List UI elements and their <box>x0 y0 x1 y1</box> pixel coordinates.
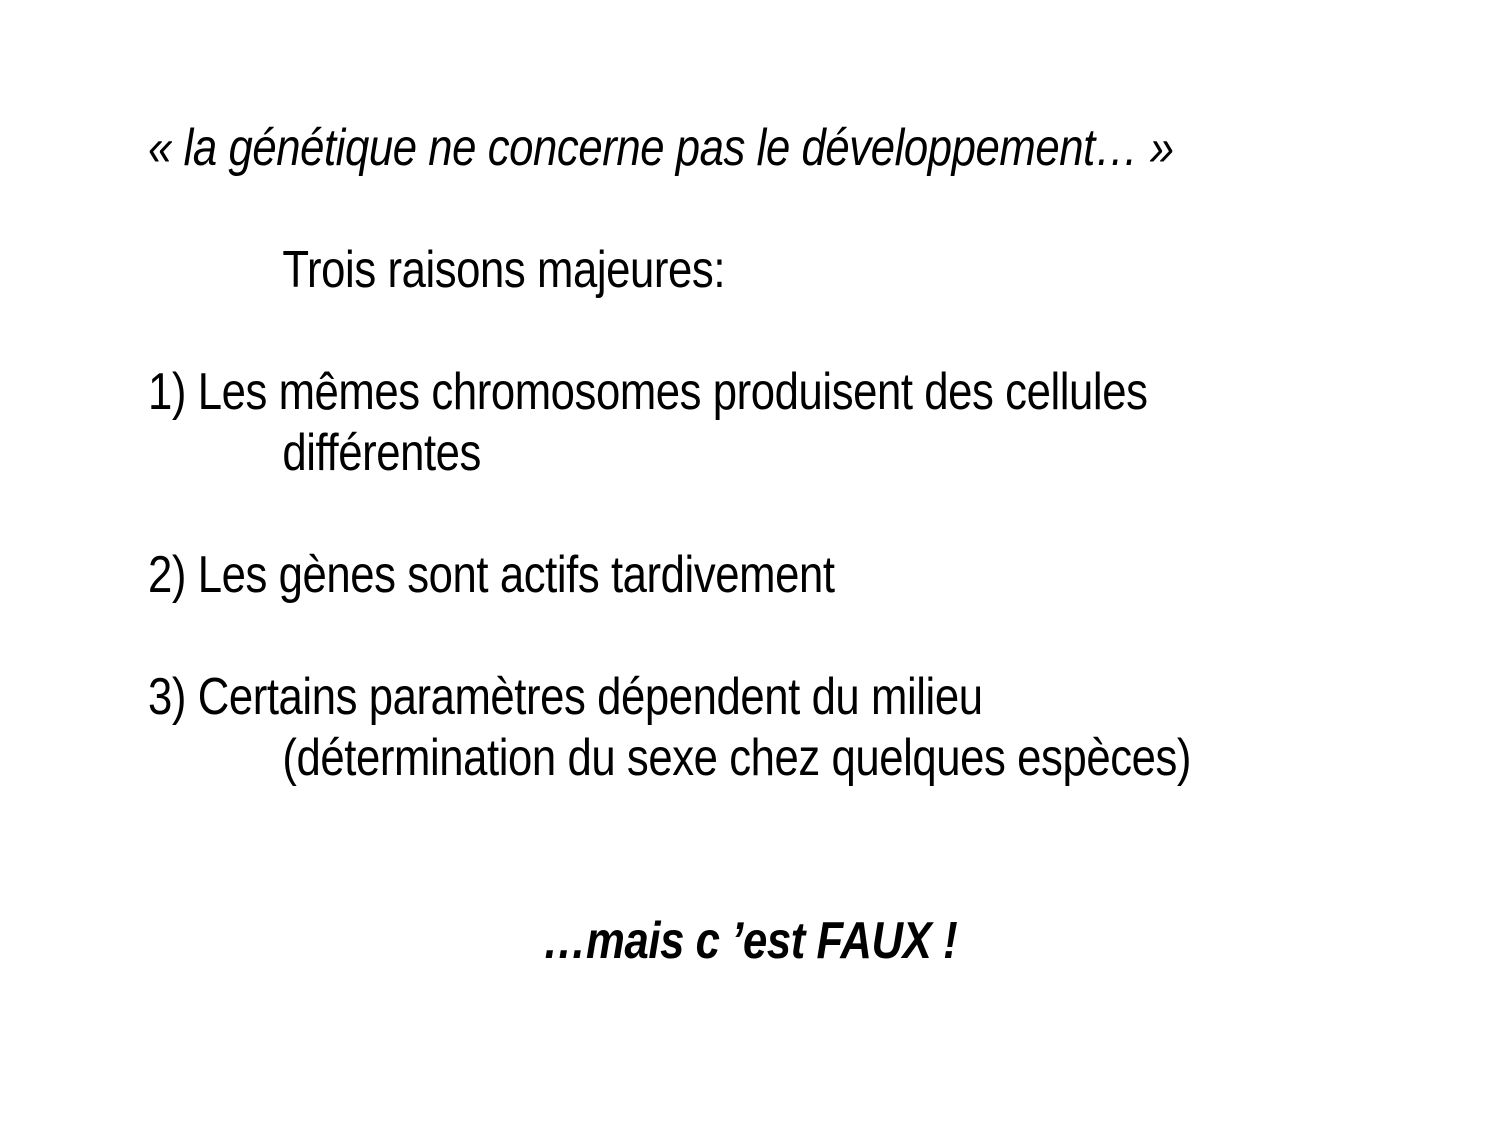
reason-3-main: 3) Certains paramètres dépendent du milieu <box>148 668 983 726</box>
slide-body-text <box>148 118 1458 789</box>
reason-3-sub: (détermination du sexe chez quelques espèces) <box>282 729 1192 787</box>
conclusion-line: …mais c ’est FAUX ! <box>542 912 958 970</box>
reason-1-sub: différentes <box>282 424 481 482</box>
quote-line: « la génétique ne concerne pas le développement… » <box>148 119 1174 177</box>
heading: Trois raisons majeures: <box>282 241 726 299</box>
reason-item-3 <box>148 667 1458 789</box>
reason-item-1 <box>148 362 1458 484</box>
reason-item-2 <box>148 545 1458 606</box>
reason-2-main: 2) Les gènes sont actifs tardivement <box>148 546 835 604</box>
reason-1-main: 1) Les mêmes chromosomes produisent des cellules <box>148 363 1148 421</box>
